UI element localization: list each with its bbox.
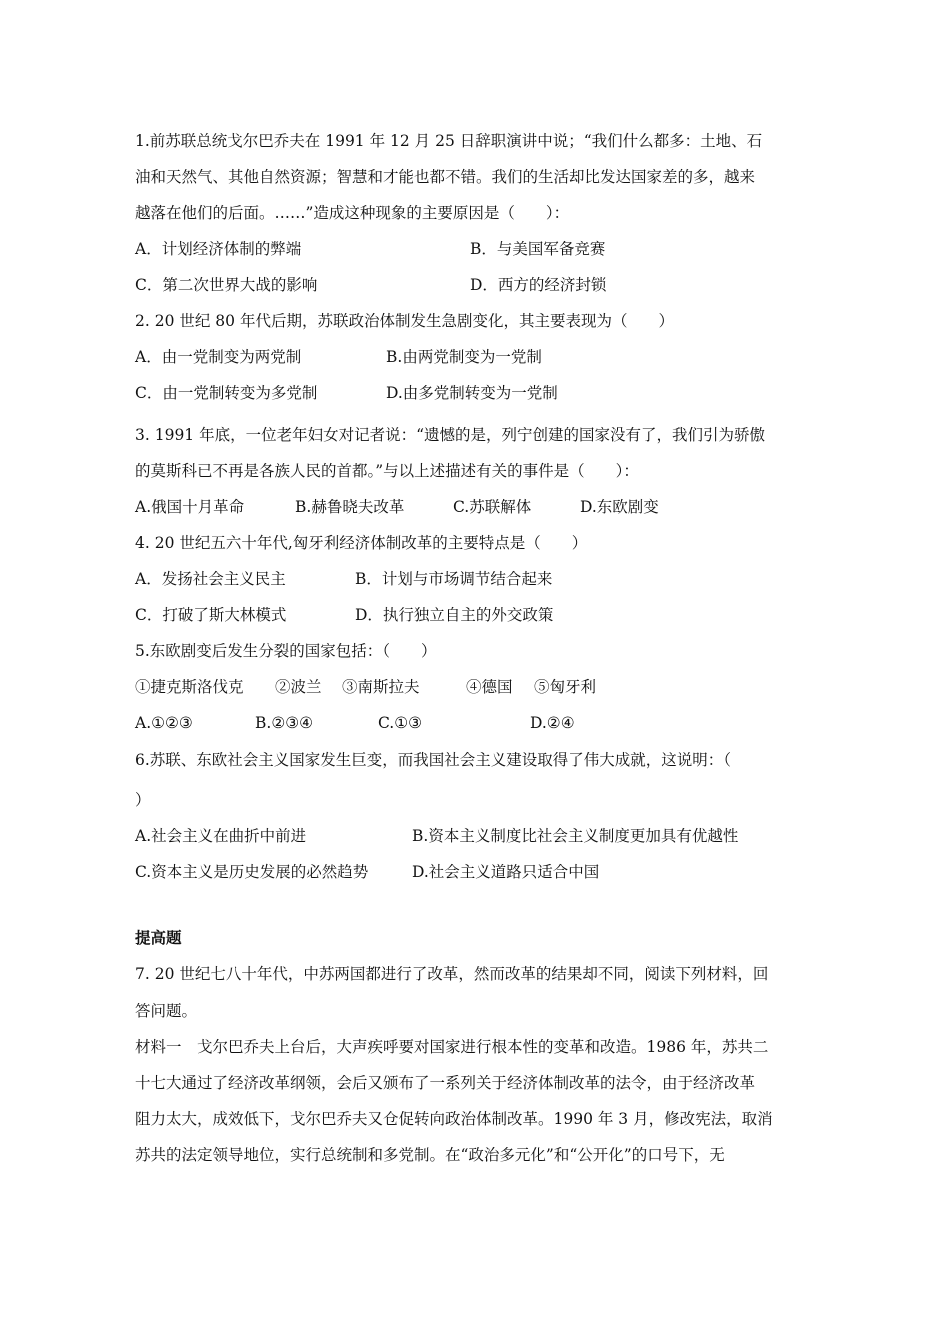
q7-line-6: 苏共的法定领导地位，实行总统制和多党制。在“政治多元化”和“公开化”的口号下，无 bbox=[135, 1146, 725, 1164]
q7-line-5: 阻力太大，成效低下，戈尔巴乔夫又仓促转向政治体制改革。1990 年 3 月，修改宪法，取消 bbox=[135, 1110, 773, 1128]
q3-line-2: 的莫斯科已不再是各族人民的首都。”与以上述描述有关的事件是（ ）： bbox=[135, 462, 639, 480]
q7-line-4: 十七大通过了经济改革纲领，会后又颁布了一系列关于经济体制改革的法令，由于经济改革 bbox=[135, 1074, 756, 1092]
q6-option-b: B.资本主义制度比社会主义制度更加具有优越性 bbox=[412, 827, 739, 845]
q2-stem: 2. 20 世纪 80 年代后期，苏联政治体制发生急剧变化，其主要表现为（ ） bbox=[135, 312, 674, 330]
q1-line-3: 越落在他们的后面。……”造成这种现象的主要原因是（ ）： bbox=[135, 204, 570, 222]
q7-line-2: 答问题。 bbox=[135, 1002, 198, 1020]
q2-option-b: B.由两党制变为一党制 bbox=[386, 348, 542, 366]
q6-line-2: ） bbox=[135, 791, 151, 809]
q1-option-c: C．第二次世界大战的影响 bbox=[135, 276, 318, 294]
q6-option-a: A.社会主义在曲折中前进 bbox=[135, 827, 307, 845]
q6-line-1: 6.苏联、东欧社会主义国家发生巨变，而我国社会主义建设取得了伟大成就，这说明：（ bbox=[135, 751, 732, 769]
q7-line-3: 材料一 戈尔巴乔夫上台后，大声疾呼要对国家进行根本性的变革和改造。1986 年，苏共二 bbox=[135, 1038, 769, 1056]
q3-option-a: A.俄国十月革命 bbox=[135, 498, 245, 516]
q2-option-d: D.由多党制转变为一党制 bbox=[386, 384, 558, 402]
q2-option-a: A．由一党制变为两党制 bbox=[135, 348, 302, 366]
q4-option-d: D．执行独立自主的外交政策 bbox=[355, 606, 554, 624]
q6-option-d: D.社会主义道路只适合中国 bbox=[412, 863, 600, 881]
q5-item-4: ④德国 bbox=[466, 678, 513, 696]
q6-option-c: C.资本主义是历史发展的必然趋势 bbox=[135, 863, 369, 881]
q5-option-b: B.②③④ bbox=[255, 714, 314, 732]
q5-option-c: C.①③ bbox=[378, 714, 423, 732]
q5-item-2: ②波兰 bbox=[275, 678, 322, 696]
q4-option-a: A．发扬社会主义民主 bbox=[135, 570, 286, 588]
q4-stem: 4. 20 世纪五六十年代,匈牙利经济体制改革的主要特点是（ ） bbox=[135, 534, 588, 552]
q1-line-1: 1.前苏联总统戈尔巴乔夫在 1991 年 12 月 25 日辞职演讲中说；“我们什么都多：土地、石 bbox=[135, 132, 763, 150]
q3-option-c: C.苏联解体 bbox=[453, 498, 532, 516]
q1-line-2: 油和天然气、其他自然资源；智慧和才能也都不错。我们的生活却比发达国家差的多，越来 bbox=[135, 168, 756, 186]
q1-option-b: B．与美国军备竞赛 bbox=[470, 240, 606, 258]
q5-item-5: ⑤匈牙利 bbox=[534, 678, 597, 696]
q3-option-d: D.东欧剧变 bbox=[580, 498, 659, 516]
q5-item-3: ③南斯拉夫 bbox=[342, 678, 420, 696]
q4-option-c: C．打破了斯大林模式 bbox=[135, 606, 287, 624]
q2-option-c: C．由一党制转变为多党制 bbox=[135, 384, 318, 402]
q3-option-b: B.赫鲁晓夫改革 bbox=[295, 498, 405, 516]
q4-option-b: B．计划与市场调节结合起来 bbox=[355, 570, 553, 588]
q3-line-1: 3. 1991 年底，一位老年妇女对记者说：“遗憾的是，列宁创建的国家没有了，我们引为骄傲 bbox=[135, 426, 766, 444]
q5-option-a: A.①②③ bbox=[135, 714, 193, 732]
q5-item-1: ①捷克斯洛伐克 bbox=[135, 678, 244, 696]
q7-line-1: 7. 20 世纪七八十年代，中苏两国都进行了改革，然而改革的结果却不同，阅读下列材料，回 bbox=[135, 965, 769, 983]
q5-stem: 5.东欧剧变后发生分裂的国家包括：（ ） bbox=[135, 642, 437, 660]
section-title: 提高题 bbox=[135, 928, 182, 947]
q1-option-d: D．西方的经济封锁 bbox=[470, 276, 607, 294]
q5-option-d: D.②④ bbox=[530, 714, 575, 732]
q1-option-a: A．计划经济体制的弊端 bbox=[135, 240, 302, 258]
